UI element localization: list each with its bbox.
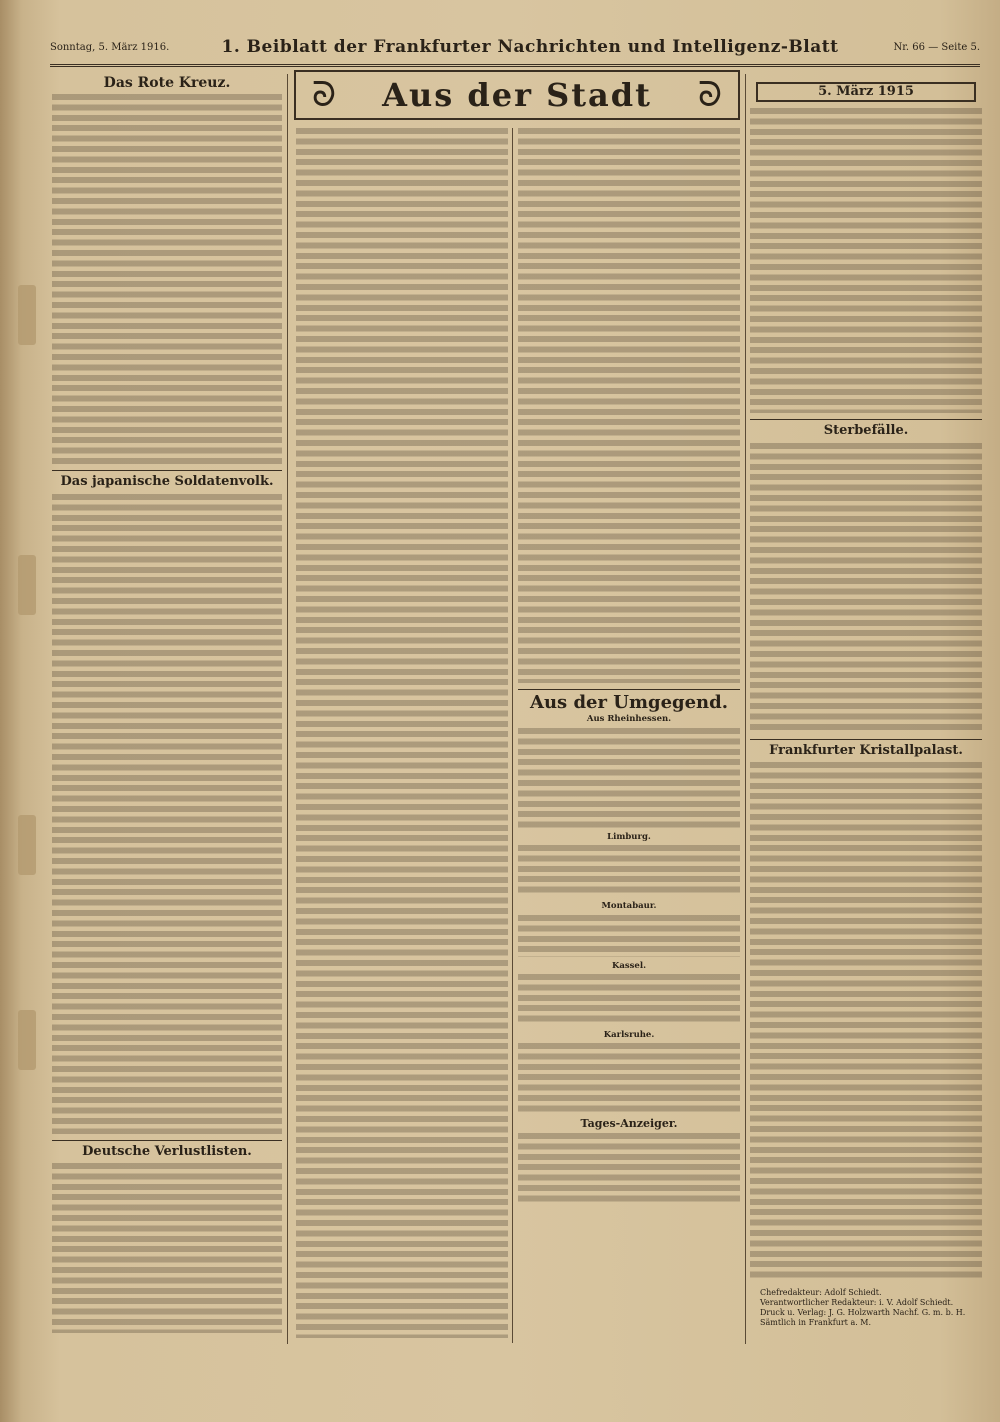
article-body-placeholder <box>52 1163 282 1333</box>
subheading: Karlsruhe. <box>603 1030 655 1041</box>
article-title-deaths: Sterbefälle. <box>823 423 909 439</box>
imprint-line: Chefredakteur: Adolf Schiedt. <box>760 1288 882 1297</box>
divider <box>750 739 982 740</box>
binding-tape <box>18 285 36 345</box>
article-title-japan: Das japanische Soldatenvolk. <box>60 474 274 490</box>
divider <box>518 689 740 690</box>
divider <box>52 1140 282 1141</box>
subheading: Montabaur. <box>601 901 657 912</box>
article-body-placeholder <box>518 128 740 683</box>
article-body-placeholder <box>518 974 740 1026</box>
column-1 <box>52 74 282 1349</box>
article-body-placeholder <box>518 728 740 828</box>
section-title-surroundings: Aus der Umgegend. <box>530 692 728 713</box>
column-divider <box>512 128 513 1343</box>
imprint-line: Druck u. Verlag: J. G. Holzwarth Nachf. G. m. b. H. <box>760 1308 966 1317</box>
page-header <box>50 30 980 67</box>
article-body-placeholder <box>518 1043 740 1115</box>
subheading: Tages-Anzeiger. <box>580 1117 678 1131</box>
subheading: Kassel. <box>611 960 647 971</box>
imprint <box>760 1288 982 1328</box>
article-body-placeholder <box>750 762 982 1282</box>
binding-tape <box>18 1010 36 1070</box>
issue-date: Sonntag, 5. März 1916. <box>50 41 170 53</box>
divider <box>750 419 982 420</box>
imprint-line: Verantwortlicher Redakteur: i. V. Adolf Schiedt. <box>760 1298 954 1307</box>
section-title: Aus der Stadt <box>382 76 652 114</box>
column-2 <box>296 128 508 1348</box>
article-body-placeholder <box>750 108 982 413</box>
article-body-placeholder <box>296 128 508 1338</box>
column-4 <box>750 74 982 1349</box>
article-title-red-cross: Das Rote Kreuz. <box>103 75 231 91</box>
date-box: 5. März 1915 <box>756 82 976 102</box>
column-3 <box>518 128 740 1348</box>
article-body-placeholder <box>518 1133 740 1205</box>
newspaper-title: 1. Beiblatt der Frankfurter Nachrichten und Intelligenz-Blatt <box>221 37 839 57</box>
ornament-icon: ᘐ <box>312 75 336 115</box>
article-body-placeholder <box>52 494 282 1134</box>
section-banner <box>294 70 740 120</box>
article-body-placeholder <box>750 443 982 733</box>
binding-tape <box>18 555 36 615</box>
subheading: Aus Rheinhessen. <box>586 714 672 725</box>
ornament-icon: ᘐ <box>698 75 722 115</box>
divider <box>52 470 282 471</box>
article-title-losses: Deutsche Verlustlisten. <box>82 1143 252 1159</box>
column-divider <box>745 74 746 1344</box>
article-body-placeholder <box>518 915 740 957</box>
article-body-placeholder <box>52 94 282 464</box>
imprint-line: Sämtlich in Frankfurt a. M. <box>760 1318 872 1327</box>
column-divider <box>287 74 288 1344</box>
binding-tape <box>18 815 36 875</box>
issue-number: Nr. 66 — Seite 5. <box>893 41 980 53</box>
article-body-placeholder <box>518 845 740 897</box>
subheading: Limburg. <box>607 831 651 842</box>
article-title-kristallpalast: Frankfurter Kristallpalast. <box>769 742 963 758</box>
